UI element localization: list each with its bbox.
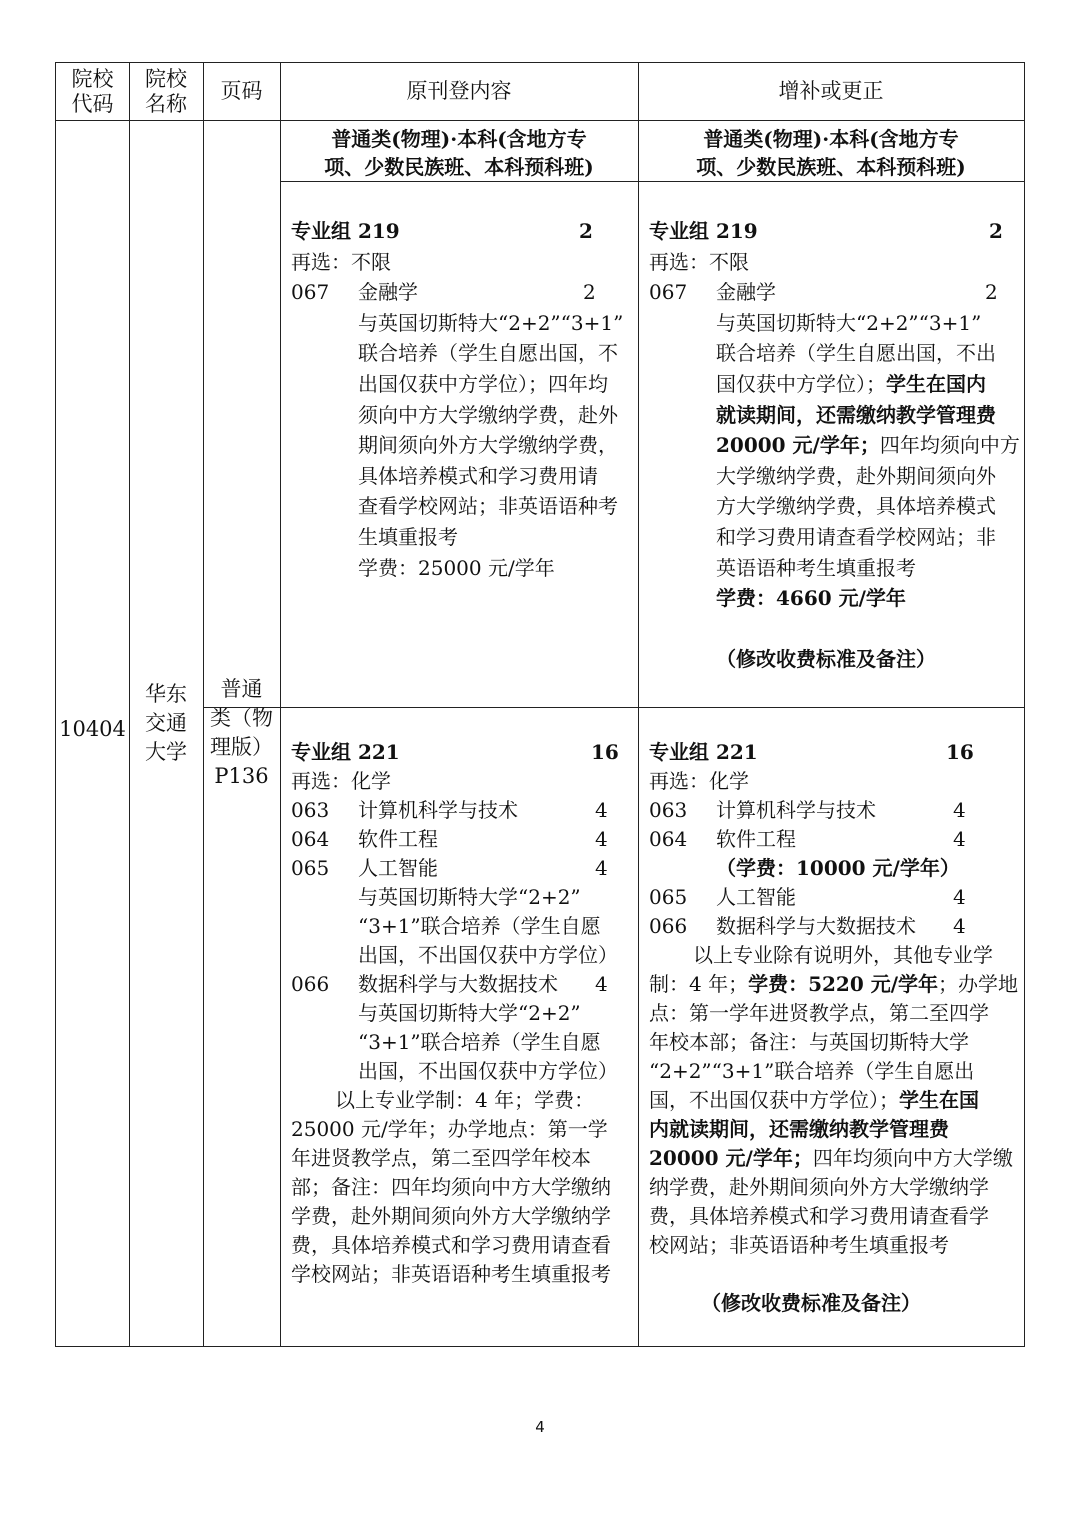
section-title-original: 普通类(物理)·本科(含地方专 项、少数民族班、本科预科班) <box>324 127 594 179</box>
summary-text: 制：4 年； <box>649 972 749 996</box>
summary-line: “2+2”“3+1”联合培养（学生自愿出 <box>649 1059 975 1083</box>
major-count: 4 <box>953 885 966 909</box>
note-line: 与英国切斯特大“2+2”“3+1” <box>716 310 982 335</box>
major-name: 人工智能 <box>358 856 438 880</box>
summary-text-bold: 20000 元/学年； <box>649 1146 813 1170</box>
header-original: 原刊登内容 <box>406 79 512 103</box>
summary-text: 四年均须向中方大学缴 <box>812 1146 1013 1170</box>
note-line: 查看学校网站；非英语语种考 <box>358 494 618 519</box>
col-divider <box>638 63 639 1346</box>
major-code: 064 <box>649 827 688 851</box>
major-name: 金融学 <box>716 280 776 305</box>
major-name: 数据科学与大数据技术 <box>716 914 916 938</box>
summary-line <box>649 1144 1013 1173</box>
group-divider <box>203 707 1024 708</box>
note-line: 与英国切斯特大学“2+2” <box>358 1001 581 1025</box>
summary-line-bold: 内就读期间，还需缴纳教学管理费 <box>649 1117 949 1141</box>
major-code: 065 <box>649 885 688 909</box>
major-name: 数据科学与大数据技术 <box>358 972 558 996</box>
note-line: 出国仅获中方学位）；四年均 <box>358 371 608 396</box>
note-line: 英语语种考生填重报考 <box>716 555 916 580</box>
group-title: 专业组 219 <box>291 219 400 243</box>
major-code: 065 <box>291 856 330 880</box>
reselect: 再选：化学 <box>649 769 749 793</box>
note-line: 联合培养（学生自愿出国，不出 <box>716 341 996 366</box>
school-code: 10404 <box>59 716 126 741</box>
major-count: 4 <box>595 856 608 880</box>
school-name: 华东 交通 大学 <box>145 681 187 764</box>
group-title: 专业组 219 <box>649 219 758 243</box>
header-school-code: 院校 代码 <box>71 66 114 116</box>
summary-line: 以上专业除有说明外，其他专业学 <box>693 943 993 967</box>
major-name: 人工智能 <box>716 885 796 909</box>
note-line: 方大学缴纳学费，具体培养模式 <box>716 494 996 519</box>
note-line <box>716 430 1020 461</box>
section-title-correction: 普通类(物理)·本科(含地方专 项、少数民族班、本科预科班) <box>696 127 966 179</box>
note-line: “3+1”联合培养（学生自愿 <box>358 1030 601 1054</box>
original-group-221 <box>291 738 631 1289</box>
header-page: 页码 <box>220 79 263 103</box>
summary-line <box>649 1086 979 1115</box>
remark: （修改收费标准及备注） <box>701 1291 921 1315</box>
group-title: 专业组 221 <box>291 740 400 764</box>
summary-line: 学费，赴外期间须向外方大学缴纳学 <box>291 1204 611 1228</box>
major-code: 066 <box>291 972 330 996</box>
group-count: 16 <box>591 740 619 764</box>
note-line: “3+1”联合培养（学生自愿 <box>358 914 601 938</box>
summary-text-bold: 学费：5220 元/学年 <box>748 972 939 996</box>
note-line: 具体培养模式和学习费用请 <box>358 463 598 488</box>
summary-line: 费，具体培养模式和学习费用请查看学 <box>649 1204 989 1228</box>
header-divider <box>56 120 1024 121</box>
summary-line: 点：第一学年进贤教学点，第二至四学 <box>649 1001 989 1025</box>
note-line: 和学习费用请查看学校网站；非 <box>716 524 996 549</box>
major-name: 金融学 <box>358 280 418 305</box>
summary-text: 国，不出国仅获中方学位）； <box>649 1088 899 1112</box>
col-divider <box>280 63 281 1346</box>
summary-line: 费，具体培养模式和学习费用请查看 <box>291 1233 611 1257</box>
summary-line <box>649 970 1018 999</box>
major-name: 计算机科学与技术 <box>716 798 876 822</box>
major-count: 4 <box>953 798 966 822</box>
reselect: 再选：化学 <box>291 769 391 793</box>
major-code: 063 <box>291 798 330 822</box>
note-text: 国仅获中方学位）； <box>716 371 886 396</box>
note-line <box>716 369 986 400</box>
note-text-bold: 学生在国内 <box>886 371 986 396</box>
note-line: 生填重报考 <box>358 524 458 549</box>
note-line: 与英国切斯特大学“2+2” <box>358 885 581 909</box>
page-ref: 普通 类（物 理版） P136 <box>210 677 273 788</box>
note-line: 大学缴纳学费，赴外期间须向外 <box>716 463 996 488</box>
fee-line: 学费：4660 元/学年 <box>716 586 906 611</box>
reselect: 再选：不限 <box>649 249 749 274</box>
summary-line: 纳学费，赴外期间须向外方大学缴纳学 <box>649 1175 989 1199</box>
note-line: 联合培养（学生自愿出国，不 <box>358 341 618 366</box>
note-line-bold: 就读期间，还需缴纳教学管理费 <box>716 402 996 427</box>
major-code: 067 <box>649 280 688 305</box>
major-count: 4 <box>595 972 608 996</box>
major-count: 4 <box>595 798 608 822</box>
summary-line: 25000 元/学年；办学地点：第一学 <box>291 1117 608 1141</box>
summary-line: 年进贤教学点，第二至四学年校本 <box>291 1146 591 1170</box>
note-line: 期间须向外方大学缴纳学费， <box>358 433 618 458</box>
major-code: 064 <box>291 827 330 851</box>
note-text-bold: 20000 元/学年； <box>716 433 880 458</box>
major-count: 4 <box>953 827 966 851</box>
section-divider <box>280 181 1024 182</box>
summary-line: 部；备注：四年均须向中方大学缴纳 <box>291 1175 611 1199</box>
group-count: 2 <box>989 219 1003 243</box>
correction-table <box>55 62 1025 1347</box>
fee-note: （学费：10000 元/学年） <box>716 856 960 880</box>
summary-line: 学校网站；非英语语种考生填重报考 <box>291 1262 611 1286</box>
header-correction: 增补或更正 <box>778 79 884 103</box>
correction-group-219 <box>649 216 1019 675</box>
summary-text: ；办学地 <box>938 972 1019 996</box>
original-group-219 <box>291 216 631 583</box>
major-code: 063 <box>649 798 688 822</box>
note-line: 须向中方大学缴纳学费，赴外 <box>358 402 618 427</box>
summary-text-bold: 学生在国 <box>899 1088 979 1112</box>
reselect: 再选：不限 <box>291 249 391 274</box>
summary-line: 年校本部；备注：与英国切斯特大学 <box>649 1030 969 1054</box>
note-line: 出国，不出国仅获中方学位） <box>358 1059 618 1083</box>
page-number: 4 <box>535 1418 545 1436</box>
correction-group-221 <box>649 738 1019 1318</box>
major-count: 2 <box>985 280 998 305</box>
header-school-name: 院校 名称 <box>145 66 187 116</box>
summary-line: 校网站；非英语语种考生填重报考 <box>649 1233 949 1257</box>
summary-line: 以上专业学制：4 年；学费： <box>335 1088 595 1112</box>
major-count: 4 <box>595 827 608 851</box>
major-name: 软件工程 <box>716 827 796 851</box>
major-count: 2 <box>583 280 596 305</box>
note-line: 出国，不出国仅获中方学位） <box>358 943 618 967</box>
remark: （修改收费标准及备注） <box>716 647 936 672</box>
group-count: 2 <box>579 219 593 243</box>
note-line: 与英国切斯特大“2+2”“3+1” <box>358 310 624 335</box>
fee-line: 学费：25000 元/学年 <box>358 555 555 580</box>
major-name: 软件工程 <box>358 827 438 851</box>
note-text: 四年均须向中方 <box>879 433 1020 458</box>
major-count: 4 <box>953 914 966 938</box>
major-code: 066 <box>649 914 688 938</box>
group-title: 专业组 221 <box>649 740 758 764</box>
group-count: 16 <box>946 740 974 764</box>
major-code: 067 <box>291 280 330 305</box>
major-name: 计算机科学与技术 <box>358 798 518 822</box>
